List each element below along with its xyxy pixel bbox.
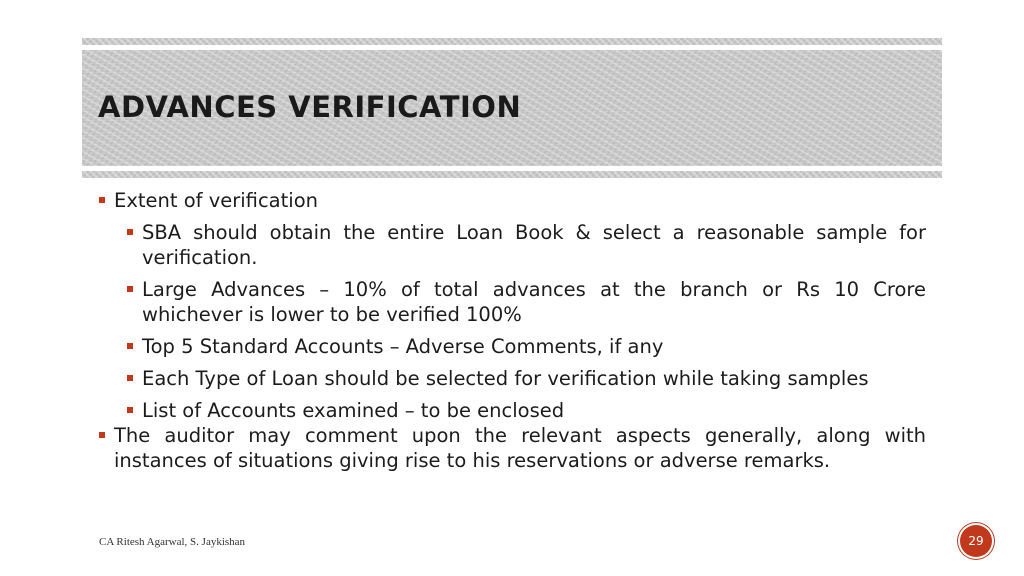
sub-bullet-item <box>126 398 926 423</box>
square-bullet-icon <box>127 407 133 413</box>
bullet-item <box>98 423 926 473</box>
footer-authors: CA Ritesh Agarwal, S. Jaykishan <box>99 536 246 548</box>
bullet-text: Extent of verification <box>114 189 318 212</box>
square-bullet-icon <box>127 229 133 235</box>
square-bullet-icon <box>127 375 133 381</box>
slide-title: ADVANCES VERIFICATION <box>98 90 522 124</box>
sub-bullet-text: SBA should obtain the entire Loan Book & select a reasonable sample for verification. <box>142 221 926 269</box>
bullet-item <box>98 188 926 213</box>
square-bullet-icon <box>99 197 105 203</box>
title-band <box>82 38 942 178</box>
sub-bullet-item <box>126 334 926 359</box>
title-band-bottom-stripe <box>82 171 942 178</box>
title-band-top-stripe <box>82 38 942 45</box>
sub-bullet-text: Large Advances – 10% of total advances at the branch or Rs 10 Crore whichever is lower to be verified 100% <box>142 278 926 326</box>
sub-bullet-item <box>126 366 926 391</box>
sub-bullet-text: Top 5 Standard Accounts – Adverse Comments, if any <box>142 335 664 358</box>
bullet-text: The auditor may comment upon the relevant aspects generally, along with instances of situations giving rise to his reservations or adverse remarks. <box>114 424 926 472</box>
sub-bullet-item <box>126 220 926 270</box>
square-bullet-icon <box>127 286 133 292</box>
sub-bullet-text: List of Accounts examined – to be enclosed <box>142 399 565 422</box>
page-number-badge: 29 <box>958 523 994 559</box>
square-bullet-icon <box>99 432 105 438</box>
square-bullet-icon <box>127 343 133 349</box>
sub-bullet-item <box>126 277 926 327</box>
title-band-background <box>82 50 942 166</box>
sub-bullet-text: Each Type of Loan should be selected for verification while taking samples <box>142 367 869 390</box>
slide-content <box>98 188 926 473</box>
